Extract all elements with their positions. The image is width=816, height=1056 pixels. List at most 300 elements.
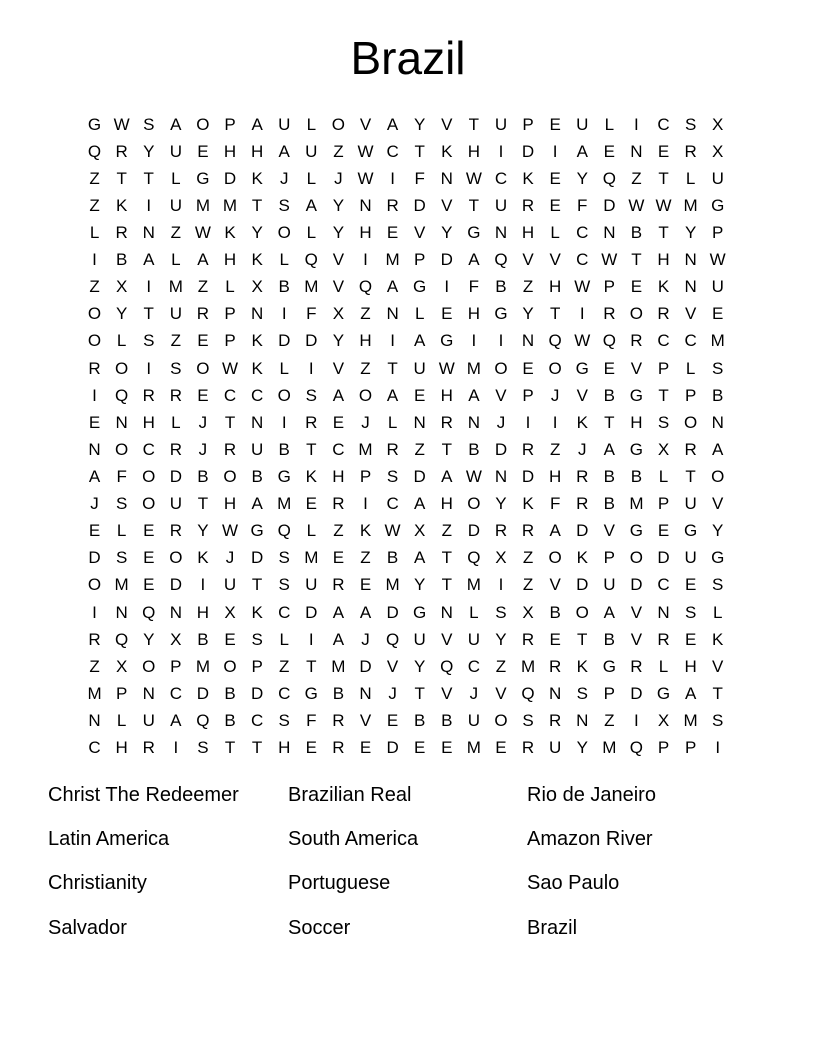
grid-letter: B — [224, 683, 236, 703]
grid-letter: S — [278, 575, 290, 595]
grid-letter: R — [521, 439, 535, 459]
grid-letter: W — [221, 358, 239, 378]
grid-letter: C — [386, 494, 399, 514]
grid-letter: B — [414, 710, 426, 730]
grid-letter: R — [521, 629, 535, 649]
grid-letter: V — [359, 710, 372, 730]
grid-letter: B — [197, 629, 209, 649]
grid-letter: M — [629, 494, 644, 514]
grid-letter: H — [440, 385, 453, 405]
grid-letter: U — [169, 304, 182, 324]
grid-letter: C — [576, 222, 589, 242]
grid-letter: D — [169, 575, 182, 595]
grid-letter: G — [413, 602, 427, 622]
grid-letter: L — [550, 222, 560, 242]
grid-letter: I — [715, 738, 721, 758]
grid-letter: G — [683, 521, 698, 541]
grid-letter: N — [115, 602, 128, 622]
grid-letter: L — [171, 412, 181, 432]
grid-letter: R — [521, 738, 535, 758]
grid-letter: R — [115, 141, 128, 161]
grid-letter: E — [657, 521, 670, 541]
grid-letter: H — [549, 466, 562, 486]
grid-letter: X — [522, 602, 534, 622]
grid-letter: K — [712, 629, 724, 649]
grid-letter: M — [277, 494, 292, 514]
grid-letter: B — [603, 466, 615, 486]
grid-letter: O — [223, 466, 237, 486]
grid-letter: Q — [196, 710, 210, 730]
grid-letter: J — [334, 168, 343, 188]
grid-letter: N — [359, 195, 372, 215]
grid-letter: I — [281, 412, 287, 432]
grid-letter: J — [279, 168, 289, 188]
grid-letter: V — [441, 629, 453, 649]
grid-letter: G — [250, 521, 264, 541]
grid-letter: Q — [602, 168, 616, 188]
grid-letter: D — [223, 168, 237, 188]
grid-letter: E — [414, 385, 426, 405]
grid-letter: I — [92, 602, 97, 622]
grid-letter: E — [386, 222, 399, 242]
grid-letter: K — [305, 466, 317, 486]
grid-letter: P — [224, 114, 236, 134]
grid-letter: S — [522, 710, 534, 730]
grid-letter: N — [88, 710, 101, 730]
grid-letter: N — [169, 602, 182, 622]
grid-letter: H — [359, 331, 372, 351]
grid-letter: H — [521, 222, 535, 242]
word-search-grid — [81, 111, 731, 762]
grid-letter: V — [441, 195, 453, 215]
grid-letter: D — [305, 602, 318, 622]
grid-letter: D — [494, 439, 508, 459]
grid-letter: E — [359, 575, 372, 595]
grid-letter: E — [197, 331, 209, 351]
grid-letter: K — [251, 358, 263, 378]
grid-letter: X — [712, 114, 724, 134]
grid-letter: I — [281, 304, 287, 324]
grid-letter: J — [198, 439, 208, 459]
grid-letter: C — [250, 385, 264, 405]
grid-letter: D — [440, 250, 453, 270]
grid-letter: Z — [89, 656, 100, 676]
grid-letter: D — [250, 548, 264, 568]
grid-letter: B — [386, 548, 399, 568]
grid-letter: Z — [170, 222, 182, 242]
grid-letter: S — [170, 358, 182, 378]
grid-letter: V — [549, 575, 561, 595]
grid-letter: L — [171, 168, 181, 188]
grid-letter: I — [92, 250, 97, 270]
grid-letter: Q — [385, 629, 400, 649]
grid-letter: L — [116, 710, 127, 730]
grid-letter: Y — [576, 738, 588, 758]
grid-letter: X — [495, 548, 507, 568]
grid-letter: R — [88, 629, 101, 649]
grid-letter: G — [711, 548, 725, 568]
grid-letter: I — [363, 494, 368, 514]
grid-letter: O — [629, 304, 644, 324]
grid-letter: C — [332, 439, 345, 459]
grid-letter: Z — [549, 439, 561, 459]
grid-letter: D — [386, 602, 399, 622]
grid-letter: L — [116, 331, 127, 351]
grid-letter: N — [440, 168, 453, 188]
grid-letter: O — [196, 114, 210, 134]
grid-letter: M — [114, 575, 129, 595]
grid-letter: N — [657, 602, 670, 622]
grid-letter: P — [115, 683, 128, 703]
grid-letter: N — [576, 710, 589, 730]
grid-letter: Y — [332, 331, 345, 351]
grid-letter: V — [630, 358, 643, 378]
grid-letter: T — [712, 683, 723, 703]
grid-letter: V — [630, 629, 643, 649]
word-list-item: Sao Paulo — [527, 872, 620, 895]
grid-letter: O — [683, 412, 698, 432]
grid-letter: R — [386, 195, 399, 215]
grid-letter: R — [223, 439, 237, 459]
grid-letter: X — [170, 629, 182, 649]
grid-letter: R — [576, 494, 589, 514]
grid-letter: G — [575, 358, 589, 378]
grid-letter: I — [498, 141, 504, 161]
grid-letter: D — [521, 466, 535, 486]
grid-letter: L — [685, 168, 696, 188]
grid-letter: W — [438, 358, 455, 378]
grid-letter: L — [387, 412, 398, 432]
grid-letter: L — [171, 250, 181, 270]
grid-letter: N — [603, 222, 616, 242]
grid-letter: P — [522, 385, 534, 405]
grid-letter: V — [359, 114, 372, 134]
grid-letter: I — [308, 358, 314, 378]
grid-letter: F — [116, 466, 127, 486]
grid-letter: H — [467, 141, 480, 161]
grid-letter: D — [467, 521, 480, 541]
grid-letter: C — [278, 602, 291, 622]
grid-letter: A — [386, 385, 399, 405]
grid-letter: L — [279, 250, 289, 270]
word-list-column — [527, 773, 656, 950]
grid-letter: H — [549, 277, 562, 297]
grid-letter: N — [630, 141, 643, 161]
grid-letter: E — [684, 629, 697, 649]
grid-letter: T — [468, 114, 480, 134]
grid-letter: U — [223, 575, 237, 595]
grid-letter: A — [305, 195, 317, 215]
grid-letter: H — [278, 738, 291, 758]
grid-letter: T — [414, 141, 425, 161]
grid-letter: F — [549, 494, 561, 514]
grid-letter: R — [142, 738, 155, 758]
grid-letter: O — [494, 358, 508, 378]
grid-letter: R — [332, 494, 345, 514]
grid-letter: E — [441, 304, 453, 324]
grid-letter: J — [388, 683, 397, 703]
grid-letter: B — [197, 466, 209, 486]
grid-letter: A — [332, 629, 345, 649]
grid-letter: P — [414, 250, 426, 270]
grid-letter: S — [657, 412, 670, 432]
grid-letter: G — [629, 439, 644, 459]
grid-letter: C — [467, 656, 480, 676]
grid-letter: V — [414, 222, 426, 242]
grid-letter: E — [549, 168, 561, 188]
grid-letter: D — [359, 656, 372, 676]
grid-letter: S — [386, 466, 399, 486]
grid-letter: I — [498, 575, 504, 595]
grid-letter: U — [467, 710, 480, 730]
grid-letter: R — [521, 521, 535, 541]
grid-letter: C — [657, 575, 670, 595]
grid-letter: D — [250, 683, 264, 703]
grid-letter: M — [331, 656, 346, 676]
grid-letter: Y — [332, 222, 345, 242]
grid-letter: Z — [360, 358, 371, 378]
grid-letter: Y — [522, 304, 534, 324]
grid-letter: T — [251, 575, 263, 595]
grid-letter: T — [224, 412, 236, 432]
word-list-column — [288, 773, 418, 950]
grid-letter: N — [440, 602, 453, 622]
grid-letter: C — [169, 683, 182, 703]
grid-letter: O — [142, 494, 156, 514]
grid-letter: A — [441, 466, 453, 486]
grid-letter: N — [250, 412, 264, 432]
grid-letter: Y — [251, 222, 263, 242]
grid-letter: U — [684, 548, 697, 568]
grid-letter: U — [684, 494, 697, 514]
grid-letter: I — [471, 331, 477, 351]
grid-letter: Z — [604, 710, 615, 730]
grid-letter: E — [88, 521, 101, 541]
grid-letter: T — [658, 385, 669, 405]
grid-letter: D — [88, 548, 101, 568]
grid-letter: I — [525, 412, 531, 432]
grid-letter: R — [576, 466, 589, 486]
grid-letter: V — [332, 277, 345, 297]
grid-letter: N — [413, 412, 426, 432]
grid-letter: W — [574, 277, 591, 297]
grid-letter: R — [549, 656, 562, 676]
grid-letter: I — [200, 575, 206, 595]
grid-letter: Q — [467, 548, 481, 568]
grid-letter: U — [278, 114, 291, 134]
grid-letter: T — [658, 222, 669, 242]
grid-letter: A — [88, 466, 101, 486]
grid-letter: O — [87, 331, 102, 351]
grid-letter: U — [494, 195, 508, 215]
puzzle-title: Brazil — [350, 32, 466, 84]
grid-letter: O — [87, 304, 102, 324]
grid-letter: V — [441, 114, 453, 134]
grid-letter: B — [603, 629, 615, 649]
grid-letter: Q — [358, 277, 373, 297]
grid-letter: A — [712, 439, 724, 459]
grid-letter: Z — [414, 439, 425, 459]
grid-letter: J — [90, 494, 99, 514]
grid-letter: Z — [360, 548, 371, 568]
grid-letter: A — [197, 250, 209, 270]
grid-letter: A — [684, 683, 697, 703]
grid-letter: W — [113, 114, 130, 134]
grid-letter: M — [195, 656, 210, 676]
grid-letter: P — [522, 114, 534, 134]
grid-letter: L — [306, 222, 317, 242]
grid-letter: M — [168, 277, 183, 297]
grid-letter: R — [332, 575, 345, 595]
grid-letter: N — [386, 304, 399, 324]
grid-letter: E — [305, 494, 317, 514]
grid-letter: O — [494, 710, 508, 730]
grid-letter: V — [576, 385, 588, 405]
grid-letter: Y — [712, 521, 724, 541]
grid-letter: S — [197, 738, 209, 758]
grid-letter: R — [657, 629, 670, 649]
grid-letter: E — [143, 548, 155, 568]
grid-letter: C — [386, 141, 399, 161]
grid-letter: K — [522, 168, 534, 188]
grid-letter: U — [142, 710, 155, 730]
grid-letter: P — [712, 222, 724, 242]
grid-letter: B — [712, 385, 724, 405]
grid-letter: W — [655, 195, 672, 215]
grid-letter: E — [549, 195, 561, 215]
grid-letter: Y — [143, 141, 155, 161]
grid-letter: Z — [360, 304, 371, 324]
grid-letter: Z — [170, 331, 182, 351]
grid-letter: N — [115, 412, 128, 432]
grid-letter: X — [657, 710, 670, 730]
grid-letter: O — [87, 575, 102, 595]
grid-letter: Y — [414, 114, 426, 134]
grid-letter: H — [684, 656, 697, 676]
grid-letter: L — [116, 521, 127, 541]
grid-letter: E — [495, 738, 507, 758]
grid-letter: A — [332, 602, 345, 622]
grid-letter: E — [603, 358, 615, 378]
grid-letter: D — [576, 575, 589, 595]
grid-letter: L — [414, 304, 425, 324]
grid-letter: S — [278, 548, 290, 568]
grid-letter: M — [222, 195, 238, 215]
grid-letter: S — [115, 548, 128, 568]
grid-letter: O — [711, 466, 725, 486]
grid-letter: S — [305, 385, 317, 405]
grid-letter: W — [357, 168, 374, 188]
grid-letter: V — [712, 656, 724, 676]
grid-letter: T — [604, 412, 615, 432]
grid-letter: Q — [440, 656, 454, 676]
grid-letter: A — [386, 114, 399, 134]
grid-letter: K — [576, 412, 588, 432]
grid-letter: E — [414, 738, 426, 758]
grid-letter: A — [251, 114, 263, 134]
grid-letter: E — [549, 114, 561, 134]
grid-letter: G — [196, 168, 210, 188]
grid-letter: O — [467, 494, 481, 514]
grid-letter: Y — [414, 575, 426, 595]
grid-letter: I — [390, 168, 395, 188]
grid-letter: T — [414, 683, 425, 703]
grid-letter: S — [684, 602, 697, 622]
grid-letter: A — [414, 331, 426, 351]
grid-letter: E — [305, 738, 317, 758]
grid-letter: O — [169, 548, 183, 568]
grid-letter: X — [414, 521, 426, 541]
grid-letter: D — [521, 141, 535, 161]
grid-letter: O — [575, 602, 589, 622]
grid-letter: T — [143, 304, 154, 324]
grid-letter: O — [358, 385, 373, 405]
grid-letter: R — [386, 439, 399, 459]
grid-letter: M — [304, 548, 319, 568]
grid-letter: S — [143, 331, 155, 351]
grid-letter: J — [577, 439, 587, 459]
grid-letter: G — [602, 656, 616, 676]
grid-letter: C — [278, 683, 291, 703]
grid-letter: P — [224, 331, 236, 351]
grid-letter: G — [413, 277, 427, 297]
grid-letter: C — [250, 710, 264, 730]
grid-letter: I — [308, 629, 314, 649]
word-list-item: Christ The Redeemer — [48, 783, 239, 806]
grid-letter: M — [683, 710, 698, 730]
grid-letter: E — [143, 521, 155, 541]
grid-letter: V — [684, 304, 697, 324]
grid-letter: C — [142, 439, 155, 459]
grid-letter: V — [332, 250, 345, 270]
grid-letter: S — [251, 629, 263, 649]
grid-letter: E — [332, 548, 345, 568]
grid-letter: M — [466, 575, 481, 595]
grid-letter: B — [278, 277, 290, 297]
word-list-item: Brazil — [527, 916, 578, 939]
grid-letter: R — [549, 710, 562, 730]
grid-letter: Y — [414, 656, 426, 676]
grid-letter: D — [576, 521, 589, 541]
grid-letter: R — [630, 656, 643, 676]
grid-letter: K — [224, 222, 236, 242]
grid-letter: I — [173, 738, 179, 758]
grid-letter: U — [603, 575, 616, 595]
grid-letter: B — [603, 494, 615, 514]
grid-letter: V — [332, 358, 345, 378]
grid-letter: V — [441, 683, 453, 703]
grid-letter: Y — [197, 521, 209, 541]
grid-letter: I — [552, 412, 558, 432]
grid-letter: G — [277, 466, 291, 486]
grid-letter: E — [522, 358, 534, 378]
grid-letter: E — [224, 629, 236, 649]
grid-letter: H — [657, 250, 670, 270]
grid-letter: A — [251, 494, 263, 514]
grid-letter: K — [115, 195, 128, 215]
grid-letter: E — [197, 385, 209, 405]
grid-letter: M — [304, 277, 319, 297]
grid-letter: T — [224, 738, 236, 758]
grid-letter: T — [116, 168, 127, 188]
grid-letter: R — [521, 195, 535, 215]
word-list-column — [48, 773, 239, 950]
grid-letter: R — [305, 412, 318, 432]
grid-letter: A — [549, 521, 561, 541]
grid-letter: I — [634, 114, 639, 134]
grid-letter: E — [386, 710, 399, 730]
grid-letter: B — [251, 466, 263, 486]
